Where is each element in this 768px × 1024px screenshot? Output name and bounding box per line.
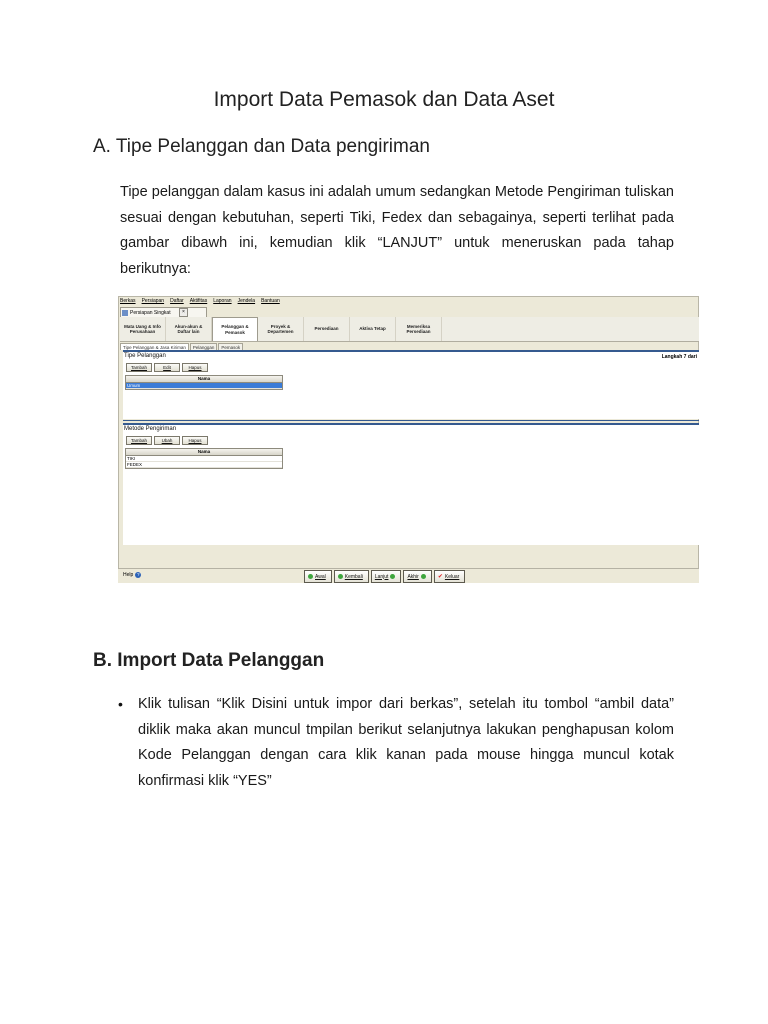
subtab-pemasok[interactable]: Pemasok	[218, 343, 243, 350]
sub-tabs	[120, 343, 243, 350]
footer-buttons	[304, 570, 465, 583]
column-header: Nama	[126, 376, 282, 383]
help-link[interactable]	[123, 572, 141, 578]
change-button[interactable]: Ubah	[154, 436, 180, 445]
add-button[interactable]: Tambah	[126, 363, 152, 372]
section-b-bullet	[118, 692, 674, 794]
button-label: Kembali	[344, 573, 363, 580]
delete-button[interactable]: Hapus	[182, 436, 208, 445]
menu-item-bantuan[interactable]: Bantuan	[261, 298, 280, 304]
first-button[interactable]	[304, 570, 332, 583]
green-circle-icon	[338, 574, 343, 579]
green-circle-icon	[308, 574, 313, 579]
section-a-heading: A. Tipe Pelanggan dan Data pengiriman	[93, 136, 430, 157]
bullet-icon: •	[118, 696, 123, 712]
wizard-footer	[118, 568, 699, 583]
button-label: Awal	[315, 573, 326, 580]
tab-aktiva-tetap[interactable]: Aktiva Tetap	[350, 317, 396, 341]
menu-item-persiapan[interactable]: Persiapan	[141, 298, 165, 304]
back-button[interactable]	[334, 570, 369, 583]
green-circle-icon	[390, 574, 395, 579]
next-button[interactable]	[371, 570, 402, 583]
help-icon[interactable]: ?	[137, 572, 140, 577]
subtab-tipe-pelanggan[interactable]: Tipe Pelanggan & Jasa Kiriman	[120, 343, 189, 350]
button-label: Akhir	[407, 573, 419, 580]
main-tabs	[120, 317, 699, 342]
tab-memeriksa-persediaan[interactable]: Memeriksa Persediaan	[396, 317, 442, 341]
panel2-buttons	[126, 436, 208, 445]
bullet-text: Klik tulisan “Klik Disini untuk impor dari berkas”, setelah itu tombol “ambil data” diklik maka akan muncul tmpilan berikut selanjutnya lakukan penghapusan kolom Kode Pelanggan dengan cara klik kanan pada mouse hingga muncul kotak konfirmasi klik “YES”	[138, 696, 674, 789]
panel-title: Tipe Pelanggan	[124, 353, 166, 359]
tab-pelanggan-pemasok[interactable]: Pelanggan & Pemasok	[212, 317, 258, 341]
section-a-paragraph: Tipe pelanggan dalam kasus ini adalah umum sedangkan Metode Pengiriman tuliskan sesuai dengan kebutuhan, seperti Tiki, Fedex dan sebagainya, seperti terlihat pada gambar dibawh ini, kemudian klik “LANJUT” untuk meneruskan pada tahap berikutnya:	[120, 184, 674, 277]
subtab-pelanggan[interactable]: Pelanggan	[190, 343, 218, 350]
menu-item-daftar[interactable]: Daftar	[170, 298, 184, 304]
step-indicator: Langkah 7 dari	[661, 354, 697, 360]
button-label: Lanjut	[374, 573, 389, 580]
tab-proyek[interactable]: Proyek & Departemen	[258, 317, 304, 341]
divider	[123, 420, 699, 421]
tab-persediaan[interactable]: Persediaan	[304, 317, 350, 341]
table-row[interactable]: Umum	[126, 383, 282, 389]
panel-title: Metode Pengiriman	[124, 426, 177, 432]
document-title: Import Data Pemasok dan Data Aset	[213, 88, 555, 111]
tipe-pelanggan-grid	[125, 375, 283, 390]
menu-item-aktifitas[interactable]: Aktifitas	[189, 298, 208, 304]
tab-akun-akun[interactable]: Akun-akun & Daftar lain	[166, 317, 212, 341]
window-tab-label: Persiapan Singkat	[130, 309, 171, 316]
window-icon	[122, 310, 128, 316]
last-button[interactable]	[403, 570, 431, 583]
column-header: Nama	[126, 449, 282, 456]
app-menubar	[118, 297, 699, 305]
button-label: Keluar	[444, 573, 460, 580]
edit-button[interactable]: Edit	[154, 363, 180, 372]
tipe-pelanggan-panel	[123, 350, 699, 419]
section-b-heading: B. Import Data Pelanggan	[93, 650, 325, 671]
embedded-app-screenshot	[118, 296, 699, 583]
table-row[interactable]: FEDEX	[126, 462, 282, 468]
tab-mata-uang[interactable]: Mata Uang & Info Perusahaan	[120, 317, 166, 341]
table-row[interactable]: TIKI	[126, 456, 282, 462]
menu-item-laporan[interactable]: Laporan	[213, 298, 232, 304]
menu-item-berkas[interactable]: Berkas	[120, 298, 136, 304]
delete-button[interactable]: Hapus	[182, 363, 208, 372]
close-icon[interactable]: ×	[179, 308, 188, 317]
exit-button[interactable]	[434, 570, 465, 583]
panel1-buttons	[126, 363, 208, 372]
menu-item-jendela[interactable]: Jendela	[237, 298, 256, 304]
help-label: Help	[123, 572, 134, 578]
metode-pengiriman-panel	[123, 423, 699, 545]
add-button[interactable]: Tambah	[126, 436, 152, 445]
green-circle-icon	[421, 574, 426, 579]
red-check-icon: ✔	[437, 573, 443, 580]
metode-pengiriman-grid	[125, 448, 283, 469]
